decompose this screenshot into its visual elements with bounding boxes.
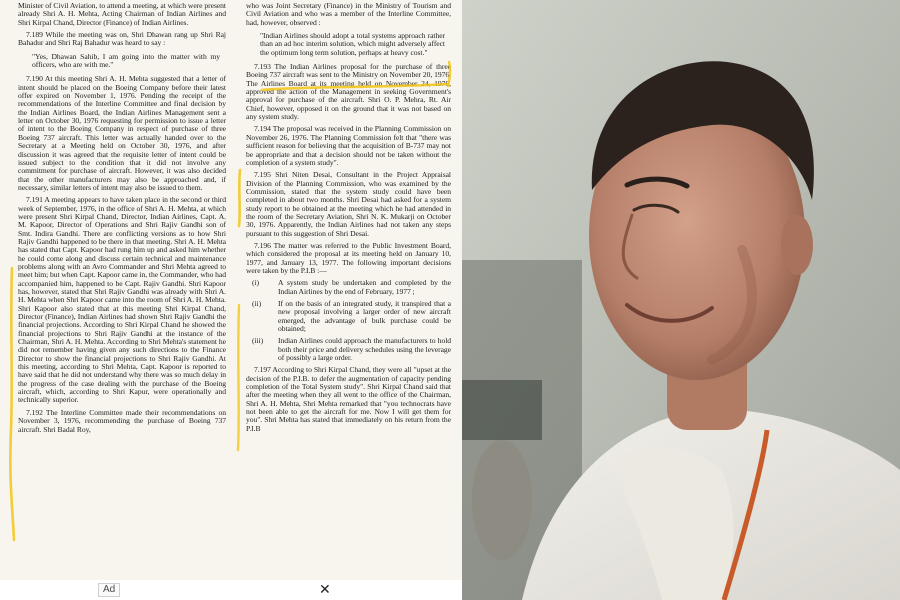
close-icon[interactable]: ✕ [319, 581, 331, 597]
paragraph-7190: 7.190 At this meeting Shri A. H. Mehta suggested that a letter of intent should be placed on the Boeing Company before their latest offer expired on November 1, 1976. Pending the receipt of the recommendations of the Interline Committee and final decision by the Indian Airlines Board, the Indian Airlines Management sent a letter on October 30, 1976 requesting for permission to issue a letter of intent to the Boeing Company in respect of purchase of three Boeing 737 aircraft. This letter was actually handed over to the Secretary at a Meeting held on October 30, 1976, and after discussion it was agreed that the requisite letter of intent could be issued subject to the condition that it did not involve any commitment for purchase of aircraft. However, it was also decided that the other manufacturers may also be approached and, if necessary, similar letters of intent may also be issued to them. [18, 74, 226, 192]
portrait-photo [462, 0, 900, 600]
paragraph-7195: 7.195 Shri Niten Desai, Consultant in the Project Appraisal Division of the Planning Commission, who was examined by the Commission, stated that the system study could have been completed in about two months. Shri Desai had asked for a system study report to be obtained at the meeting which he had attended in the room of the Secretary Aviation, Shri N. K. Mukarji on October 30, 1976. Apparently, the Indian Airlines had not taken any steps pursuant to this suggestion of Shri Desai. [246, 170, 451, 238]
list-item-text: Indian Airlines could approach the manufacturers to hold both their price and delivery schedules using the leverage of possibly a large order. [278, 336, 451, 363]
right-column [246, 2, 451, 437]
list-item [246, 279, 451, 296]
list-item-number: (iii) [252, 336, 264, 346]
background-person [472, 440, 532, 560]
paragraph-7194: 7.194 The proposal was received in the Planning Commission on November 26, 1976. The Planning Commission felt that "there was sufficient reason for believing that the acquisition of B-737 may not be appropriate and that a decision should not be taken without the completion of a system study". [246, 124, 451, 167]
paragraph-7192: 7.192 The Interline Committee made their recommendations on November 3, 1976, recommending the purchase of Boeing 737 aircraft. Shri Badal Roy, [18, 407, 226, 434]
list-item-text: If on the basis of an integrated study, it transpired that a new proposal involving a larger order of new aircraft emerged, the advantage of bulk purchase could be obtained; [278, 299, 451, 334]
paragraph-7196: 7.196 The matter was referred to the Public Investment Board, which considered the proposal at its meeting held on January 10, 1977, and January 13, 1977. The following important decisions were taken by the P.I.B :— [246, 240, 451, 275]
highlight-margin-right [239, 170, 240, 226]
portrait-illustration [462, 0, 900, 600]
list-item-number: (ii) [252, 299, 262, 308]
paragraph-intro-left: Minister of Civil Aviation, to attend a meeting, at which were present already Shri A. H. Mehta, Acting Chairman of Indian Airlines and Shri Kirpal Chand, Director (Finance) of Indian Airlines. [18, 1, 226, 27]
list-item [246, 337, 451, 362]
ear [781, 215, 813, 275]
left-column [18, 2, 226, 438]
list-item [246, 300, 451, 333]
pib-decisions-list [246, 279, 451, 362]
quote-systems-approach: "Indian Airlines should adopt a total systems approach rather than an ad hoc interim solution, which might adversely affect the optimum long term solution, perhaps at heavy cost." [260, 31, 445, 57]
highlight-margin-left [10, 268, 14, 540]
highlight-margin-right-2 [238, 305, 239, 450]
list-item-text: A system study be undertaken and completed by the Indian Airlines by the end of February, 1977 ; [278, 278, 451, 296]
paragraph-7193: 7.193 The Indian Airlines proposal for the purchase of three Boeing 737 aircraft was sent to the Ministry on November 20, 1976. The Airlines Board at its meeting held on November 24, 1976, approved the action of the Management in seeking Government's approval for purchase of the aircraft. Shri O. P. Mehra, Rt. Air Chief, however, opposed it on the ground that it was not based on any system study. [246, 62, 451, 122]
ad-bar [0, 580, 462, 600]
list-item-number: (i) [252, 278, 260, 288]
paragraph-7189: 7.189 While the meeting was on, Shri Dhawan rang up Shri Raj Bahadur and Shri Raj Bahadur was heard to say : [18, 30, 226, 48]
paragraph-intro-right: who was Joint Secretary (Finance) in the Ministry of Tourism and Civil Aviation and who was a member of the Interline Committee, had, however, observed : [246, 1, 451, 27]
paragraph-7197: 7.197 According to Shri Kirpal Chand, they were all "upset at the decision of the P.I.B. to defer the augmentation of capacity pending completion of the Total System study". Shri Kirpal Chand said that after the meeting when they all went to the office of the Chairman, Shri A. H. Mehta, Shri Mehta remarked that "you technocrats have not been able to get the aircraft for me. Now I will get them for you". Shri Mehta has stated that immediately on his return from the P.I.B [246, 365, 451, 433]
paragraph-7191: 7.191 A meeting appears to have taken place in the second or third week of September, 1976, in the office of Shri A. H. Mehta, at which were present Shri Kirpal Chand, Director, Indian Airlines, Capt. A. M. Kapoor, Director of Operations and Shri Rajiv Gandhi son of Smt. Indira Gandhi. There are conflicting versions as to how Shri Rajiv Gandhi happened to be there in that meeting. Shri A. H. Mehta has stated that Capt. Kapoor had rung him up and asked him whether he could come along and discuss certain technical and maintenance problems along with an Avro Commander and Shri Mehta agreed to meet him; but when Capt. Kapoor came in, the Commander, who had accompanied him, happened to be Capt. Rajiv Gandhi. Shri Kapoor has, however, stated that Shri Rajiv Gandhi was already with Shri A. H. Mehta when Shri Kapoor came into the room of Shri A. H. Mehta. Shri Kapoor also stated that at this meeting Shri Kirpal Chand, Director (Finance), Indian Airlines had shown Shri Rajiv Gandhi the financial projections. According to Shri Kirpal Chand he showed the financial projections to Shri Rajiv Gandhi at the instance of the Chairman, Shri A. H. Mehta. According to Shri Mehta's statement he did not remember having given any such directions to the Finance Director to show the financial projections to Shri Rajiv Gandhi. At this meeting, according to Shri Mehta, Capt. Kapoor is reported to have said that he did not understand why there was so much delay in the progress of the case dealing with the purchase of the Boeing aircraft, which, according to Shri Kapur, were operationally and technically superior. [18, 195, 226, 405]
quote-dhawan: "Yes, Dhawan Sahib, I am going into the matter with my officers, who are with me." [32, 51, 220, 70]
background-blur-window [462, 380, 542, 440]
ad-label[interactable]: Ad [98, 583, 120, 597]
